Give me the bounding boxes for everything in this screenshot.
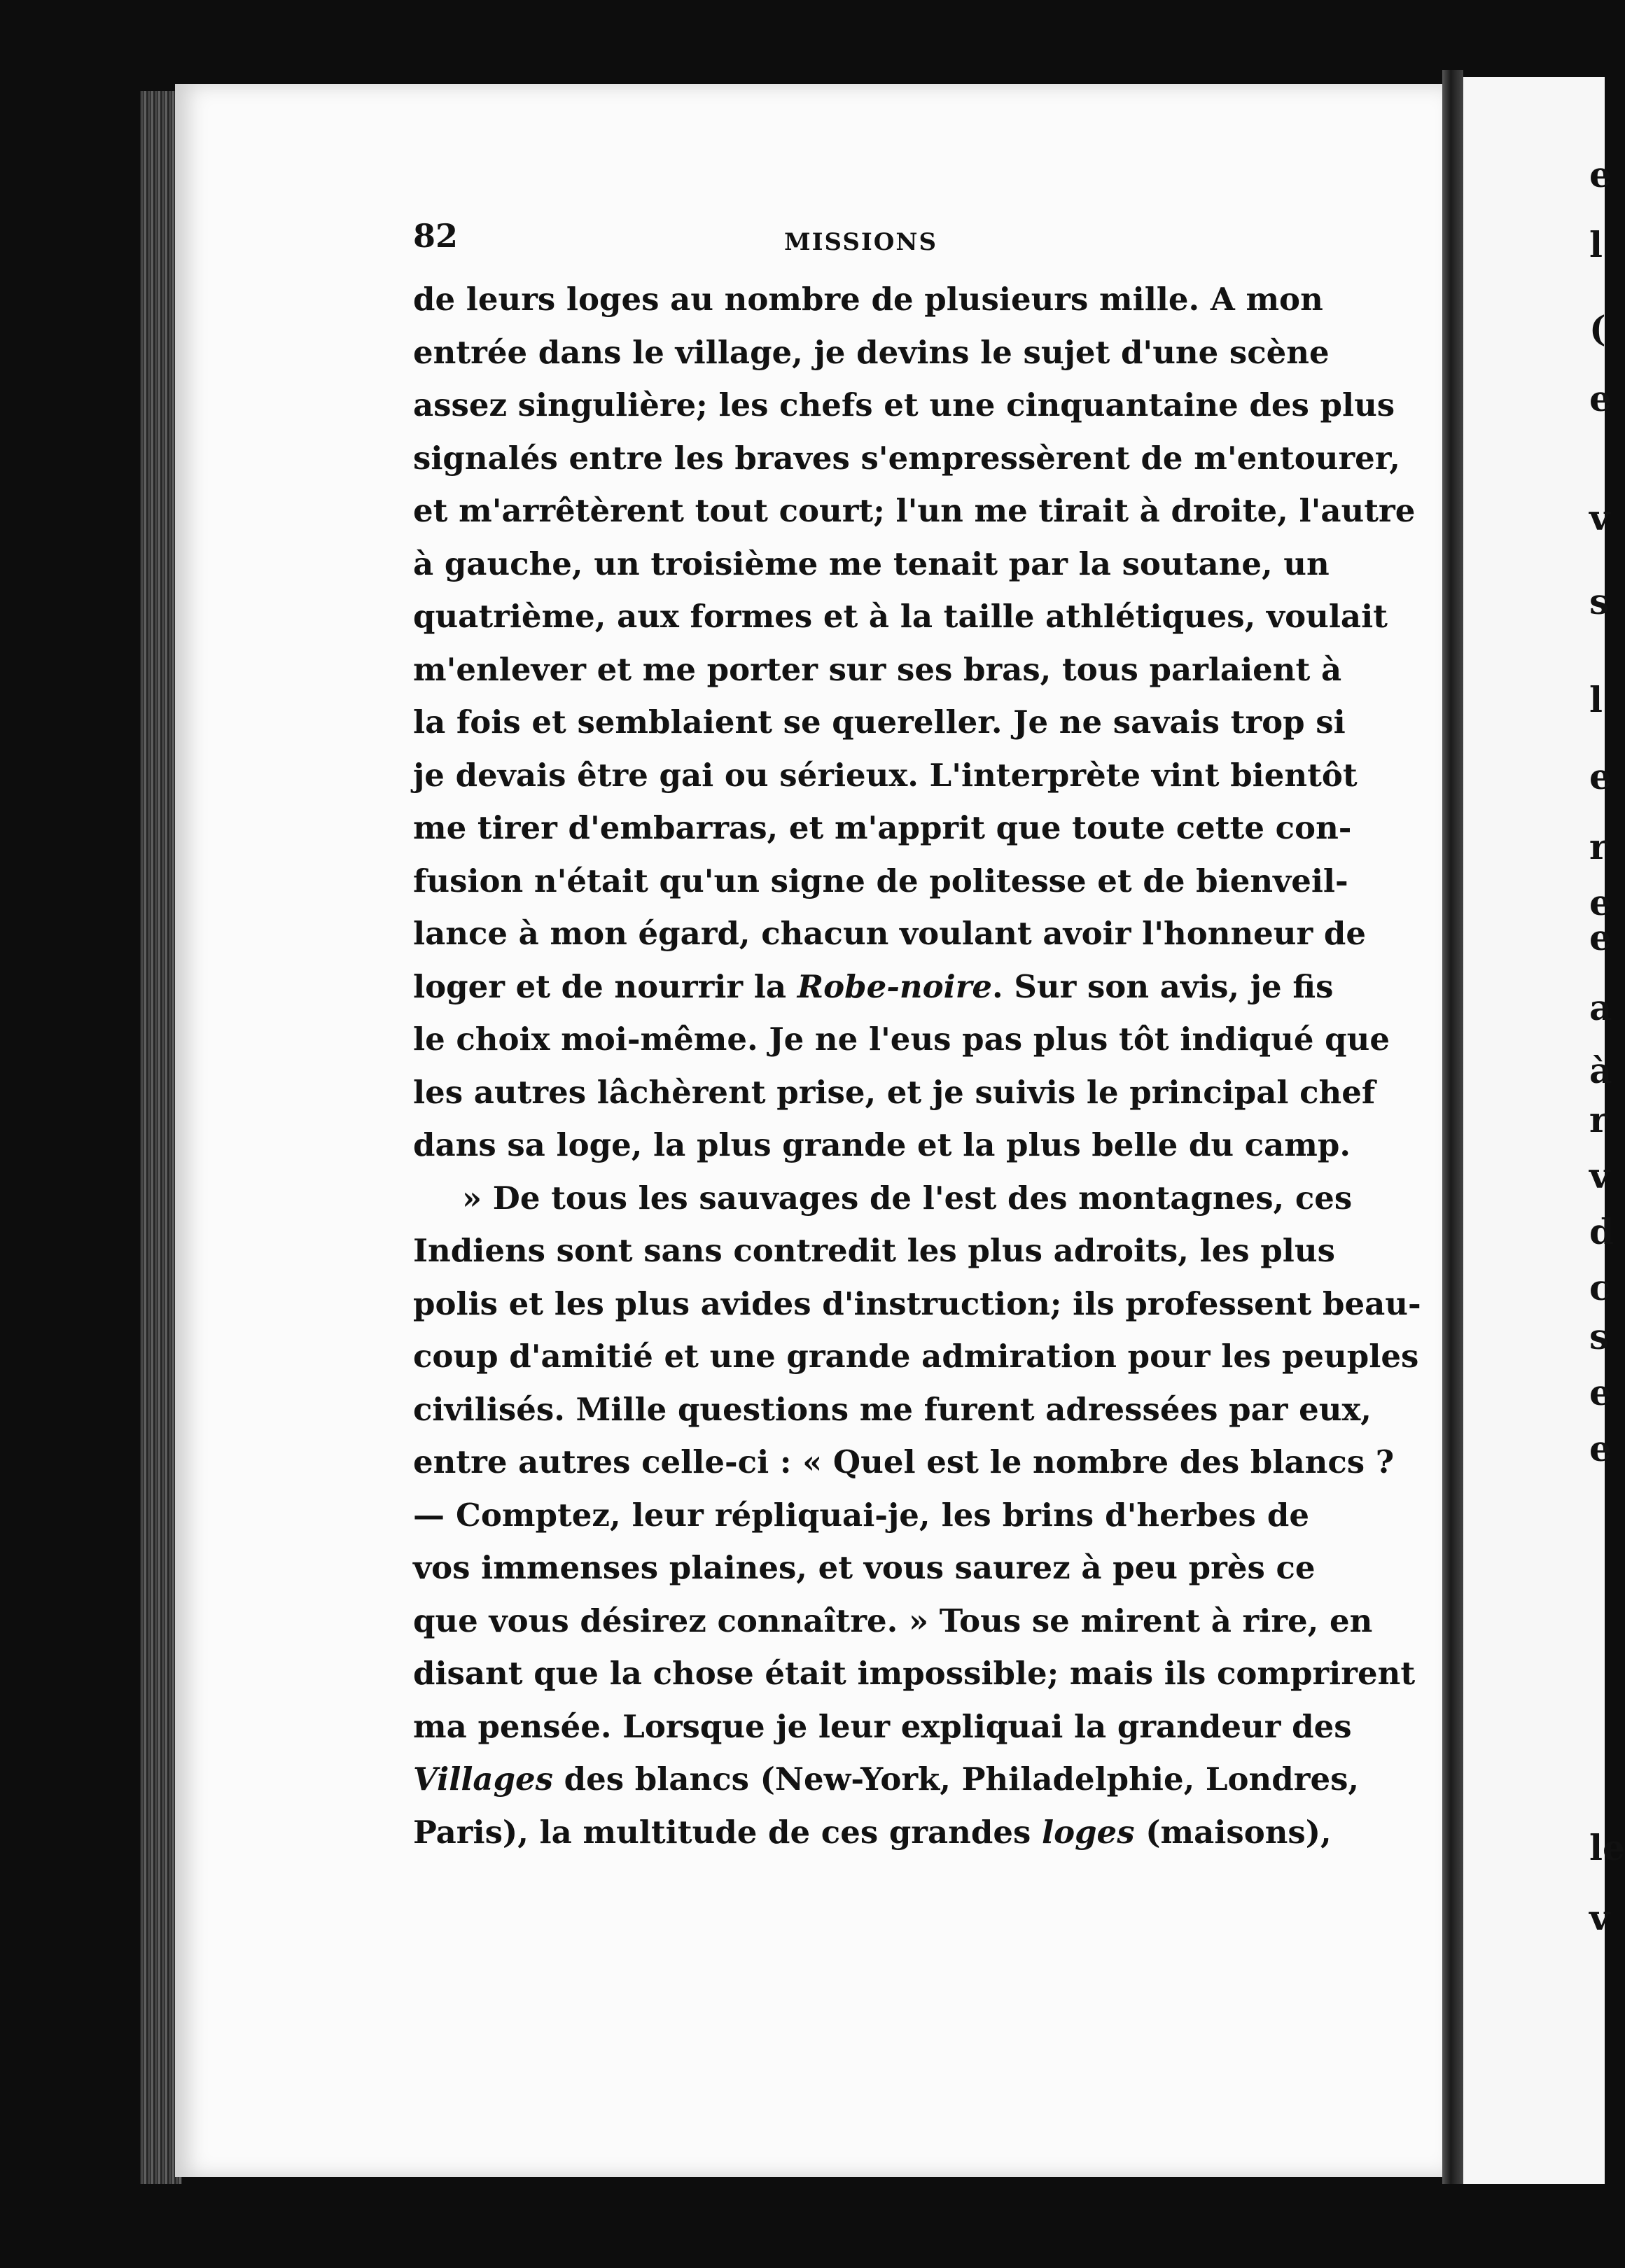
body-text <box>413 273 1421 1858</box>
text-line <box>413 749 1358 802</box>
text-line <box>413 1595 1373 1648</box>
text-line <box>413 1647 1416 1700</box>
italic-text: Robe-noire <box>797 967 993 1005</box>
text-line <box>413 1541 1316 1595</box>
facing-page-letter: e <box>1589 378 1612 419</box>
text-line <box>413 432 1400 485</box>
facing-page-letter: e <box>1589 882 1612 923</box>
facing-page-letter: r <box>1589 826 1608 867</box>
text-line <box>413 907 1366 960</box>
italic-text: Villages <box>413 1760 553 1798</box>
facing-page-letter: l <box>1589 679 1603 720</box>
text-run: vos immenses plaines, et vous saurez à peu près ce <box>413 1549 1316 1586</box>
text-run: des blancs (New-York, Philadelphie, Londres, <box>553 1760 1360 1798</box>
text-run: » De tous les sauvages de l'est des montagnes, ces <box>462 1179 1353 1217</box>
facing-page-letter: s <box>1589 581 1610 622</box>
facing-page-letter: e <box>1589 154 1612 195</box>
text-line <box>413 1013 1390 1066</box>
text-run: le choix moi-même. Je ne l'eus pas plus tôt indiqué que <box>413 1021 1390 1058</box>
text-run: quatrième, aux formes et à la taille athlétiques, voulait <box>413 598 1388 635</box>
text-run: les autres lâchèrent prise, et je suivis le principal chef <box>413 1073 1376 1111</box>
text-run: et m'arrêtèrent tout court; l'un me tirait à droite, l'autre <box>413 492 1416 529</box>
facing-page-fragment <box>1463 77 1625 2184</box>
text-line <box>413 1489 1309 1542</box>
text-run: je devais être gai ou sérieux. L'interprète vint bientôt <box>413 756 1358 794</box>
text-line <box>413 960 1334 1014</box>
facing-page-letter: a <box>1589 987 1612 1028</box>
facing-page-letter: v <box>1589 1155 1610 1196</box>
text-line <box>413 1806 1332 1859</box>
text-run: civilisés. Mille questions me furent adressées par eux, <box>413 1390 1372 1428</box>
facing-page-letter: s <box>1589 1316 1610 1357</box>
text-line <box>413 273 1323 326</box>
book-gutter <box>1442 70 1463 2184</box>
text-line <box>413 1436 1395 1489</box>
facing-page-letter: e <box>1589 917 1612 958</box>
text-run: que vous désirez connaître. » Tous se mirent à rire, en <box>413 1602 1373 1639</box>
text-line <box>413 590 1388 643</box>
text-line <box>413 379 1395 432</box>
facing-page-letter: le <box>1589 1827 1625 1868</box>
text-line <box>413 855 1348 908</box>
facing-page-letter: ( <box>1589 308 1606 349</box>
text-line <box>413 1383 1372 1436</box>
text-run: ma pensée. Lorsque je leur expliquai la grandeur des <box>413 1707 1352 1745</box>
facing-page-letter: v <box>1589 1897 1610 1938</box>
text-line <box>413 696 1346 749</box>
text-run: polis et les plus avides d'instruction; ils professent beau- <box>413 1284 1421 1322</box>
text-line <box>413 484 1416 538</box>
text-line <box>413 1330 1419 1383</box>
text-line <box>413 802 1352 855</box>
text-line <box>413 1224 1335 1278</box>
facing-page-letter: c <box>1589 1267 1611 1308</box>
text-run: lance à mon égard, chacun voulant avoir l'honneur de <box>413 915 1366 952</box>
text-line <box>413 1119 1351 1172</box>
text-line <box>413 1066 1376 1119</box>
text-run: fusion n'était qu'un signe de politesse et de bienveil- <box>413 862 1348 899</box>
text-run: — Comptez, leur répliquai-je, les brins d'herbes de <box>413 1496 1309 1534</box>
text-run: de leurs loges au nombre de plusieurs mille. A mon <box>413 281 1323 318</box>
text-run: entre autres celle-ci : « Quel est le nombre des blancs ? <box>413 1443 1395 1480</box>
facing-page-letter: à <box>1589 1050 1612 1091</box>
italic-text: loges <box>1041 1813 1135 1851</box>
text-run: signalés entre les braves s'empressèrent de m'entourer, <box>413 439 1400 477</box>
text-run: la fois et semblaient se quereller. Je ne savais trop si <box>413 704 1346 741</box>
text-run: entrée dans le village, je devins le sujet d'une scène <box>413 333 1330 371</box>
text-line <box>413 538 1330 591</box>
text-run: Indiens sont sans contredit les plus adroits, les plus <box>413 1232 1335 1269</box>
text-line <box>413 643 1342 696</box>
text-run: Paris), la multitude de ces grandes <box>413 1813 1042 1851</box>
text-run: (maisons), <box>1134 1813 1332 1851</box>
text-run: assez singulière; les chefs et une cinquantaine des plus <box>413 386 1395 424</box>
text-run: m'enlever et me porter sur ses bras, tous parlaient à <box>413 650 1342 688</box>
text-line <box>413 1700 1352 1754</box>
text-line <box>413 1278 1421 1331</box>
facing-page-letter: e <box>1589 756 1612 797</box>
facing-page-letter: e <box>1589 1372 1612 1413</box>
running-title: MISSIONS <box>784 228 938 256</box>
text-run: loger et de nourrir la <box>413 967 797 1005</box>
running-head <box>413 217 1309 273</box>
facing-page-letter: e <box>1589 1428 1612 1469</box>
text-run: me tirer d'embarras, et m'apprit que toute cette con- <box>413 809 1352 846</box>
text-run: disant que la chose était impossible; mais ils comprirent <box>413 1655 1416 1692</box>
text-line <box>413 326 1330 379</box>
facing-page-letter: d <box>1589 1211 1614 1252</box>
text-run: coup d'amitié et une grande admiration pour les peuples <box>413 1338 1419 1375</box>
facing-page-letter: r <box>1589 1099 1608 1140</box>
text-line <box>413 1753 1360 1806</box>
text-line <box>413 1172 1353 1225</box>
page-text-block <box>413 217 1421 1858</box>
facing-page-letter: v <box>1589 497 1610 538</box>
text-run: à gauche, un troisième me tenait par la soutane, un <box>413 545 1330 582</box>
text-run: dans sa loge, la plus grande et la plus belle du camp. <box>413 1126 1351 1163</box>
page-number: 82 <box>413 217 459 255</box>
text-run: . Sur son avis, je fis <box>992 967 1334 1005</box>
facing-page-letter: l <box>1589 224 1603 265</box>
